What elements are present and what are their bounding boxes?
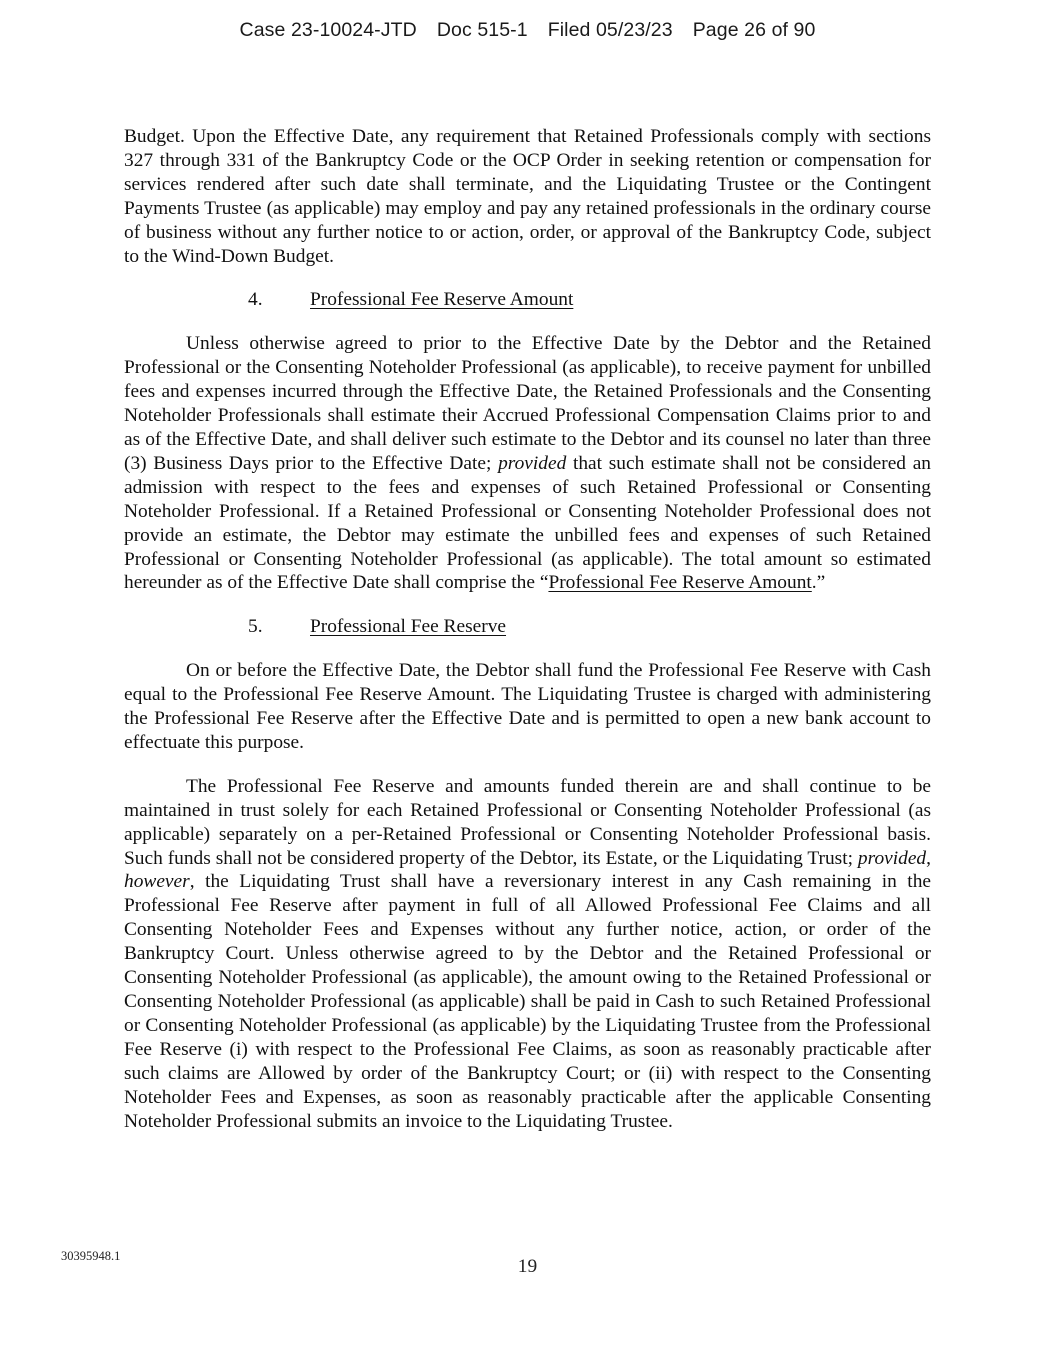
defined-term: Professional Fee Reserve Amount xyxy=(548,572,812,594)
section-number: 4. xyxy=(248,289,263,311)
section-heading-4 xyxy=(124,288,931,312)
page-number: 19 xyxy=(517,1256,538,1277)
paragraph-reserve-trust xyxy=(124,775,931,1134)
court-filing-header xyxy=(0,19,1055,42)
filed-date: Filed 05/23/23 xyxy=(547,19,673,41)
text-run: , xyxy=(926,847,931,869)
italic-term: provided xyxy=(498,452,567,474)
text-run: .” xyxy=(811,572,826,594)
paragraph-budget-continuation: Budget. Upon the Effective Date, any requirement that Retained Professionals comply with sections 327 through 331 of the Bankruptcy Code or the OCP Order in seeking retention or compensation for services rendered after such date shall terminate, and the Liquidating Trustee or the Contingent Payments Trustee (as applicable) may employ and pay any retained professionals in the ordinary course of business without any further notice to or action, order, or approval of the Bankruptcy Code, subject to the Wind-Down Budget. xyxy=(124,126,931,267)
page-count: Page 26 of 90 xyxy=(692,19,816,41)
italic-term: provided xyxy=(857,847,927,869)
document-body xyxy=(124,125,931,1153)
text-run: that such estimate shall not be considered an admission with respect to the fees and expenses of such Retained Professional or Consenting Noteholder Professional. If a Retained Professional or Consenting Noteholder Professional does not provide an estimate, the Debtor may estimate the unbilled fees and expenses of such Retained Professional or Consenting Noteholder Professional (as applicable). The total amount so estimated hereunder as of the Effective Date shall comprise the “ xyxy=(124,452,931,594)
section-heading-5 xyxy=(124,615,931,639)
document-id: 30395948.1 xyxy=(61,1249,121,1263)
text-run: The Professional Fee Reserve and amounts funded therein are and shall continue to be maintained in trust solely for each Retained Professional or Consenting Noteholder Professional (as applicable) separately on a per-Retained Professional or Consenting Noteholder Professional basis. Such funds shall not be considered property of the Debtor, its Estate, or the Liquidating Trust; xyxy=(124,775,931,869)
doc-number: Doc 515-1 xyxy=(436,19,528,41)
paragraph-fund-reserve: On or before the Effective Date, the Debtor shall fund the Professional Fee Reserve with Cash equal to the Professional Fee Reserve Amount. The Liquidating Trustee is charged with administering the Professional Fee Reserve after the Effective Date and is permitted to open a new bank account to effectuate this purpose. xyxy=(124,660,931,753)
section-title: Professional Fee Reserve Amount xyxy=(310,289,574,311)
section-title: Professional Fee Reserve xyxy=(310,616,507,638)
italic-term: however xyxy=(124,871,190,893)
text-run: Unless otherwise agreed to prior to the Effective Date by the Debtor and the Retained Professional or the Consenting Noteholder Professional (as applicable), to receive payment for unbilled fees and expenses incurred through the Effective Date, the Retained Professionals and the Consenting Noteholder Professionals shall estimate their Accrued Professional Compensation Claims prior to and as of the Effective Date, and shall deliver such estimate to the Debtor and its counsel no later than three (3) Business Days prior to the Effective Date; xyxy=(124,333,931,474)
case-number: Case 23-10024-JTD xyxy=(239,19,417,41)
paragraph-fee-reserve-amount xyxy=(124,332,931,595)
section-number: 5. xyxy=(248,616,263,638)
text-run: , the Liquidating Trust shall have a reversionary interest in any Cash remaining in the Professional Fee Reserve after payment in full of all Allowed Professional Fee Claims and all Consenting Noteholder Fees and Expenses without any further notice, action, or order of the Bankruptcy Court. Unless otherwise agreed to by the Debtor and the Retained Professional or Consenting Noteholder Professional (as applicable), the amount owing to the Retained Professional or Consenting Noteholder Professional (as applicable) shall be paid in Cash to such Retained Professional or Consenting Noteholder Professional (as applicable) by the Liquidating Trustee from the Professional Fee Reserve (i) with respect to the Professional Fee Claims, as soon as reasonably practicable after such claims are Allowed by order of the Bankruptcy Court; or (ii) with respect to the Consenting Noteholder Fees and Expenses, as soon as reasonably practicable after the applicable Consenting Noteholder Professional submits an invoice to the Liquidating Trustee. xyxy=(124,871,931,1132)
